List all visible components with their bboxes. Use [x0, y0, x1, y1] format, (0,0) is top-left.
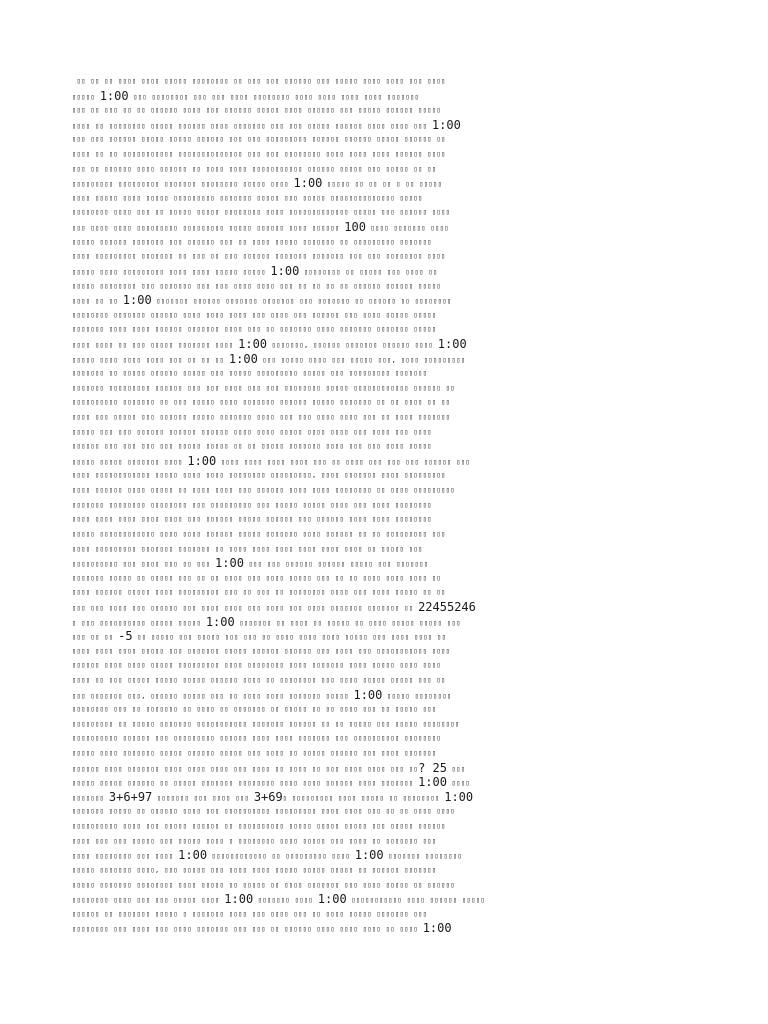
unrendered-glyph-run: ▯▯▯▯ ▯▯▯▯▯▯▯ ▯▯▯▯: [365, 224, 449, 233]
unrendered-glyph-run: ▯▯▯▯ ▯▯▯▯▯ ▯▯▯▯ ▯▯▯▯▯ ▯▯▯▯▯▯▯▯▯ ▯▯▯▯▯▯▯ ▯▯▯▯▯ ▯▯▯ ▯▯▯▯▯ ▯▯▯▯▯▯▯▯▯▯▯▯▯▯ ▯▯▯▯▯: [72, 193, 423, 202]
numeric-token: 1:00: [353, 687, 383, 702]
unrendered-glyph-run: ▯▯▯▯▯▯▯ ▯▯▯▯▯▯ ▯▯▯▯▯▯▯ ▯▯▯▯▯▯▯ ▯▯▯ ▯▯▯▯▯▯▯ ▯▯ ▯▯▯▯▯▯ ▯▯ ▯▯▯▯▯▯▯▯: [151, 297, 452, 306]
unrendered-glyph-run: ▯▯▯▯▯ ▯▯▯▯▯▯▯ ▯▯▯▯▯▯▯▯ ▯▯▯▯ ▯▯▯▯▯ ▯▯ ▯▯▯▯▯ ▯▯ ▯▯▯▯ ▯▯▯▯▯▯▯ ▯▯▯ ▯▯▯▯ ▯▯▯▯▯ ▯▯ ▯▯▯▯▯▯: [72, 880, 455, 889]
unrendered-glyph-run: ▯▯▯▯▯▯ ▯▯▯ ▯▯▯ ▯▯▯ ▯▯▯ ▯▯▯▯▯ ▯▯▯▯▯ ▯▯ ▯▯ ▯▯▯▯▯ ▯▯▯▯▯▯▯ ▯▯▯▯ ▯▯▯ ▯▯▯ ▯▯▯▯ ▯▯▯▯▯: [72, 442, 432, 451]
unrendered-glyph-run: ▯▯▯▯▯▯ ▯▯▯▯ ▯▯▯▯▯▯▯ ▯▯▯▯ ▯▯▯▯ ▯▯▯▯ ▯▯▯ ▯▯▯▯ ▯▯ ▯▯▯▯ ▯▯ ▯▯▯ ▯▯▯▯ ▯▯▯▯ ▯▯▯ ▯▯: [72, 764, 419, 773]
text-line: [72, 205, 702, 220]
unrendered-glyph-run: ▯▯▯▯▯▯▯▯ ▯▯▯▯ ▯▯▯ ▯▯▯ ▯▯▯▯▯ ▯▯▯▯: [72, 896, 225, 905]
text-line: [72, 468, 702, 483]
text-line: [72, 74, 702, 89]
numeric-token: 1:00: [215, 556, 244, 571]
text-line: [72, 790, 702, 805]
numeric-token: 1:00: [99, 88, 129, 103]
text-line: [72, 775, 702, 790]
unrendered-glyph-run: ▯▯▯▯▯ ▯▯▯▯ ▯▯▯▯▯▯▯▯▯ ▯▯▯▯ ▯▯▯▯ ▯▯▯▯▯ ▯▯▯▯▯: [72, 267, 271, 276]
text-line: [72, 249, 702, 264]
unrendered-glyph-run: ▯▯▯▯▯ ▯▯▯▯ ▯▯▯▯▯▯▯ ▯▯▯▯▯ ▯▯▯▯▯▯ ▯▯▯▯▯ ▯▯▯ ▯▯▯▯ ▯▯ ▯▯▯▯▯ ▯▯▯▯▯▯ ▯▯▯ ▯▯▯▯ ▯▯▯▯▯▯▯: [72, 749, 437, 758]
numeric-token: 1:00: [418, 775, 447, 790]
unrendered-glyph-run: ▯▯▯▯▯▯▯▯ ▯▯▯ ▯▯▯▯ ▯▯▯ ▯▯▯▯ ▯▯▯▯▯▯▯ ▯▯▯ ▯▯▯ ▯▯ ▯▯▯▯▯▯ ▯▯▯▯ ▯▯▯▯ ▯▯▯▯ ▯▯ ▯▯▯▯: [72, 925, 423, 934]
text-line: [72, 352, 702, 367]
unrendered-glyph-run: ▯▯ ▯▯ ▯▯ ▯▯▯▯ ▯▯▯▯ ▯▯▯▯▯ ▯▯▯▯▯▯▯▯ ▯▯ ▯▯▯ ▯▯▯ ▯▯▯▯▯▯ ▯▯▯ ▯▯▯▯▯ ▯▯▯▯ ▯▯▯▯ ▯▯▯ ▯▯▯▯: [72, 77, 446, 85]
text-line: [72, 454, 702, 469]
text-line: [72, 878, 702, 893]
unrendered-glyph-run: ▯▯▯▯▯ ▯▯▯ ▯▯▯ ▯▯▯▯▯▯ ▯▯▯▯▯▯ ▯▯▯▯▯▯ ▯▯▯▯ ▯▯▯▯ ▯▯▯▯▯ ▯▯▯▯ ▯▯▯▯ ▯▯▯ ▯▯▯▯ ▯▯▯ ▯▯▯▯: [72, 427, 432, 436]
text-line: [72, 658, 702, 673]
unrendered-glyph-run: ▯▯▯ ▯▯▯▯▯▯▯▯ ▯▯▯ ▯▯▯ ▯▯▯▯ ▯▯▯▯▯▯▯▯ ▯▯▯▯ ▯▯▯▯ ▯▯▯▯ ▯▯▯▯ ▯▯▯▯▯▯▯: [128, 92, 420, 101]
text-line: [72, 308, 702, 323]
text-line: [72, 702, 702, 717]
text-line: [72, 731, 702, 746]
unrendered-glyph-run: ▯▯▯ ▯▯▯ ▯▯▯▯▯▯ ▯▯▯▯▯ ▯▯▯▯▯ ▯▯▯▯▯▯ ▯▯▯ ▯▯▯ ▯▯▯▯▯▯▯▯▯ ▯▯▯▯▯▯ ▯▯▯▯▯▯ ▯▯▯▯▯ ▯▯▯▯▯▯ ▯▯: [72, 135, 446, 144]
unrendered-glyph-run: ▯▯▯▯▯▯▯▯▯ ▯▯▯▯▯▯▯▯▯ ▯▯▯▯▯▯▯ ▯▯▯▯▯▯▯▯ ▯▯▯▯▯ ▯▯▯▯: [72, 180, 294, 189]
unrendered-glyph-run: ▯▯▯▯▯ ▯▯▯▯▯▯ ▯▯▯▯▯▯▯ ▯▯▯ ▯▯▯▯▯▯ ▯▯▯ ▯▯ ▯▯▯▯ ▯▯▯▯▯ ▯▯▯▯▯▯▯ ▯▯ ▯▯▯▯▯▯▯▯▯ ▯▯▯▯▯▯▯: [72, 237, 432, 246]
unrendered-glyph-run: ▯▯▯▯ ▯▯▯▯ ▯▯▯▯ ▯▯▯▯▯ ▯▯▯ ▯▯▯▯▯▯▯ ▯▯▯▯▯ ▯▯▯▯▯▯ ▯▯▯▯▯▯ ▯▯▯ ▯▯▯▯ ▯▯▯ ▯▯▯▯▯▯▯▯▯▯▯ ▯▯▯▯: [72, 646, 451, 655]
unrendered-glyph-run: ▯▯▯▯▯ ▯▯▯▯▯▯▯▯: [382, 691, 452, 700]
unrendered-glyph-run: ▯▯▯▯ ▯▯▯▯ ▯▯▯▯ ▯▯▯▯ ▯▯▯ ▯▯ ▯▯▯▯ ▯▯▯ ▯▯▯ ▯▯▯ ▯▯▯▯▯▯ ▯▯▯: [216, 457, 471, 466]
unrendered-glyph-run: ▯▯▯▯ ▯▯▯▯ ▯▯▯▯ ▯▯▯▯ ▯▯▯▯ ▯▯▯ ▯▯▯▯▯▯ ▯▯▯▯▯ ▯▯▯▯▯▯ ▯▯▯ ▯▯▯▯▯▯ ▯▯▯▯ ▯▯▯▯ ▯▯▯▯▯▯▯▯: [72, 515, 432, 524]
text-line: [72, 921, 702, 936]
unrendered-glyph-run: ▯▯▯▯ ▯▯▯▯▯▯▯▯ ▯▯▯ ▯▯▯▯: [72, 852, 179, 861]
unrendered-glyph-run: ▯▯▯▯ ▯▯▯ ▯▯▯ ▯▯▯▯▯ ▯▯▯ ▯▯▯▯▯ ▯▯▯▯ ▯ ▯▯▯▯▯▯▯▯ ▯▯▯▯ ▯▯▯▯▯ ▯▯▯ ▯▯▯▯ ▯▯ ▯▯▯▯▯▯▯ ▯▯▯: [72, 836, 437, 845]
text-line: [72, 337, 702, 352]
text-line: [72, 410, 702, 425]
text-line: [72, 264, 702, 279]
numeric-token: 1:00: [122, 293, 152, 308]
unrendered-glyph-run: ▯▯▯▯▯ ▯▯ ▯▯ ▯▯ ▯ ▯▯ ▯▯▯▯▯: [322, 180, 443, 189]
unrendered-glyph-run: ▯ ▯▯▯ ▯▯▯▯▯▯▯▯▯▯ ▯▯▯▯▯ ▯▯▯▯▯: [72, 618, 206, 627]
text-line: [72, 425, 702, 440]
unrendered-glyph-run: ▯▯▯ ▯▯▯▯ ▯▯▯▯ ▯▯▯▯▯▯▯▯▯ ▯▯▯▯▯▯▯▯▯ ▯▯▯▯▯ ▯▯▯▯▯▯ ▯▯▯▯ ▯▯▯▯▯▯: [72, 224, 345, 233]
unrendered-glyph-run: ▯▯▯▯ ▯▯▯▯ ▯▯ ▯▯▯ ▯▯▯▯▯ ▯▯▯▯▯▯▯ ▯▯▯▯: [72, 340, 239, 349]
unrendered-glyph-run: ▯▯▯▯▯ ▯▯▯▯ ▯▯▯▯ ▯▯▯▯ ▯▯▯ ▯▯ ▯▯ ▯▯: [72, 355, 229, 364]
unrendered-glyph-run: ▯▯▯▯▯▯▯, ▯▯▯▯▯▯ ▯▯▯▯▯▯▯ ▯▯▯▯▯▯ ▯▯▯▯: [267, 340, 438, 349]
unrendered-glyph-run: ▯▯▯▯▯▯▯ ▯▯ ▯▯▯▯ ▯▯ ▯▯▯▯▯ ▯▯ ▯▯▯▯ ▯▯▯▯▯ ▯▯▯▯▯ ▯▯▯: [234, 618, 461, 627]
unrendered-glyph-run: ▯▯▯▯: [446, 779, 471, 788]
text-line: [72, 220, 702, 235]
numeric-token: 22455246: [418, 599, 476, 614]
text-line: [72, 512, 702, 527]
text-line: [72, 761, 702, 776]
unrendered-glyph-run: ▯ ▯▯▯▯▯▯▯▯▯ ▯▯▯▯ ▯▯▯▯▯ ▯▯ ▯▯▯▯▯▯▯▯: [282, 793, 445, 802]
numeric-token: 1:00: [444, 789, 474, 804]
unrendered-glyph-run: ▯▯▯▯▯▯▯▯▯▯ ▯▯▯▯ ▯▯▯ ▯▯▯▯▯ ▯▯▯▯▯▯ ▯▯ ▯▯▯▯▯▯▯▯▯▯ ▯▯▯▯▯ ▯▯▯▯▯ ▯▯▯▯▯ ▯▯▯ ▯▯▯▯▯ ▯▯▯▯▯▯: [72, 822, 446, 831]
unrendered-glyph-run: ▯▯▯▯ ▯▯▯▯▯▯ ▯▯▯▯ ▯▯▯▯▯ ▯▯ ▯▯▯▯ ▯▯▯▯ ▯▯▯ ▯▯▯▯▯▯ ▯▯▯▯ ▯▯▯▯ ▯▯▯▯▯▯▯▯ ▯▯ ▯▯▯▯ ▯▯▯▯▯▯▯▯▯: [72, 486, 455, 495]
unrendered-glyph-run: ▯▯▯▯▯▯▯ ▯▯▯▯▯▯▯▯▯ ▯▯▯▯▯▯ ▯▯▯ ▯▯▯ ▯▯▯▯ ▯▯▯ ▯▯▯ ▯▯▯▯▯▯▯▯ ▯▯▯▯▯ ▯▯▯▯▯▯▯▯▯▯▯▯ ▯▯▯▯▯▯ ▯▯: [72, 383, 455, 392]
text-line: [72, 819, 702, 834]
text-line: [72, 395, 702, 410]
text-line: [72, 673, 702, 688]
unrendered-glyph-run: ▯▯▯▯▯▯▯▯ ▯▯ ▯▯▯▯▯ ▯▯▯ ▯▯▯▯ ▯▯: [299, 267, 438, 276]
unrendered-glyph-run: ▯▯▯▯▯ ▯▯▯▯▯▯▯ ▯▯▯▯, ▯▯▯ ▯▯▯▯▯ ▯▯▯ ▯▯▯▯ ▯▯▯▯ ▯▯▯▯▯ ▯▯▯▯▯ ▯▯▯▯▯ ▯▯ ▯▯▯▯▯▯ ▯▯▯▯▯▯▯: [72, 865, 437, 874]
numeric-token: 1:00: [238, 336, 268, 351]
text-line: [72, 366, 702, 381]
unrendered-glyph-run: ▯▯▯▯▯▯▯: [72, 793, 109, 802]
text-line: [72, 600, 702, 615]
numeric-token: 1:00: [422, 921, 452, 936]
document-body-text: [72, 74, 702, 936]
text-line: [72, 746, 702, 761]
unrendered-glyph-run: ▯▯▯▯▯ ▯▯▯▯▯▯▯▯▯▯▯▯ ▯▯▯▯ ▯▯▯▯ ▯▯▯▯▯▯ ▯▯▯▯▯ ▯▯▯▯▯▯▯ ▯▯▯▯ ▯▯▯▯▯▯ ▯▯ ▯▯ ▯▯▯▯▯▯▯▯▯ ▯▯▯: [72, 529, 446, 538]
unrendered-glyph-run: ▯▯▯ ▯▯▯ ▯▯▯▯ ▯▯▯ ▯▯▯▯▯▯ ▯▯▯ ▯▯▯▯ ▯▯▯▯ ▯▯▯ ▯▯▯▯ ▯▯▯ ▯▯▯▯ ▯▯▯▯▯▯▯ ▯▯▯▯▯▯▯ ▯▯: [72, 603, 419, 612]
unrendered-glyph-run: ▯▯▯▯▯▯▯ ▯▯▯▯: [253, 896, 318, 905]
text-line: [72, 498, 702, 513]
unrendered-glyph-run: ▯▯▯▯▯ ▯▯▯▯▯▯▯▯ ▯▯▯ ▯▯▯▯▯▯▯ ▯▯▯ ▯▯▯ ▯▯▯▯ ▯▯▯▯ ▯▯▯ ▯▯ ▯▯ ▯▯ ▯▯ ▯▯▯▯▯▯ ▯▯▯▯▯▯ ▯▯▯▯▯: [72, 281, 442, 290]
unrendered-glyph-run: ▯▯▯▯▯▯▯▯▯▯▯▯ ▯▯ ▯▯▯▯▯▯▯▯▯ ▯▯▯▯: [207, 852, 355, 861]
unrendered-glyph-run: ▯▯▯▯▯▯▯ ▯▯▯ ▯▯▯▯ ▯▯▯: [152, 793, 254, 802]
text-line: [72, 439, 702, 454]
unrendered-glyph-run: ▯▯▯▯ ▯▯ ▯▯▯ ▯▯▯▯▯ ▯▯▯▯▯ ▯▯▯▯▯ ▯▯▯▯▯▯ ▯▯▯▯ ▯▯ ▯▯▯▯▯▯▯▯ ▯▯▯ ▯▯▯▯ ▯▯▯▯▯ ▯▯▯▯▯ ▯▯▯ ▯▯: [72, 675, 446, 684]
unrendered-glyph-run: ▯▯ ▯▯▯▯▯ ▯▯▯ ▯▯▯▯▯ ▯▯▯ ▯▯▯ ▯▯ ▯▯▯▯ ▯▯▯▯ ▯▯▯▯ ▯▯▯▯▯ ▯▯▯ ▯▯▯▯ ▯▯▯▯ ▯▯: [132, 633, 447, 642]
unrendered-glyph-run: ▯▯▯: [446, 764, 466, 773]
text-line: [72, 907, 702, 922]
numeric-token: -5: [118, 629, 133, 644]
unrendered-glyph-run: ▯▯▯▯▯ ▯▯▯▯▯ ▯▯▯▯▯▯▯ ▯▯▯▯: [72, 457, 188, 466]
unrendered-glyph-run: ▯▯▯▯▯▯▯▯▯▯▯ ▯▯▯▯ ▯▯▯▯▯▯ ▯▯▯▯▯: [346, 896, 486, 905]
numeric-token: 3+69: [253, 789, 283, 804]
numeric-token: 1:00: [228, 351, 258, 366]
unrendered-glyph-run: ▯▯▯▯▯ ▯▯▯▯▯ ▯▯▯▯▯▯ ▯▯ ▯▯▯▯▯ ▯▯▯▯▯▯▯ ▯▯▯▯▯▯▯▯ ▯▯▯▯ ▯▯▯▯ ▯▯▯▯▯▯ ▯▯▯▯ ▯▯▯▯▯▯▯: [72, 779, 419, 788]
text-line: [72, 804, 702, 819]
text-line: [72, 848, 702, 863]
unrendered-glyph-run: ▯▯▯▯▯▯▯▯▯▯ ▯▯▯▯▯▯▯ ▯▯ ▯▯▯ ▯▯▯▯▯ ▯▯▯▯ ▯▯▯▯▯▯▯ ▯▯▯▯▯▯ ▯▯▯▯▯ ▯▯▯▯▯▯▯ ▯▯ ▯▯ ▯▯▯▯ ▯▯ ▯▯: [72, 398, 451, 407]
unrendered-glyph-run: ▯▯▯▯ ▯▯ ▯▯: [72, 297, 123, 306]
numeric-token: 1:00: [224, 892, 254, 907]
unrendered-glyph-run: ▯▯▯▯▯▯▯▯ ▯▯▯▯▯▯▯ ▯▯▯▯▯▯ ▯▯▯▯ ▯▯▯▯ ▯▯▯▯ ▯▯▯ ▯▯▯▯ ▯▯▯ ▯▯▯▯▯▯ ▯▯▯ ▯▯▯▯ ▯▯▯▯▯ ▯▯▯▯▯: [72, 310, 437, 319]
text-line: [72, 118, 702, 133]
text-line: [72, 585, 702, 600]
text-line: [72, 162, 702, 177]
unrendered-glyph-run: ▯▯▯▯▯▯▯▯▯▯ ▯▯▯▯▯▯ ▯▯▯ ▯▯▯▯▯▯▯▯▯ ▯▯▯▯▯▯ ▯▯▯▯ ▯▯▯▯ ▯▯▯▯▯▯▯ ▯▯▯ ▯▯▯▯▯▯▯▯▯▯ ▯▯▯▯▯▯▯▯: [72, 734, 442, 743]
text-line: [72, 527, 702, 542]
text-line: [72, 863, 702, 878]
unrendered-glyph-run: ▯▯▯▯▯▯▯ ▯▯▯▯▯ ▯▯ ▯▯▯▯▯ ▯▯▯ ▯▯ ▯▯ ▯▯▯▯ ▯▯▯ ▯▯▯▯ ▯▯▯▯▯ ▯▯▯ ▯▯ ▯▯ ▯▯▯▯ ▯▯▯▯ ▯▯▯▯ ▯▯: [72, 573, 442, 582]
text-line: [72, 191, 702, 206]
text-line: [72, 629, 702, 644]
text-line: [72, 892, 702, 907]
unrendered-glyph-run: ▯▯▯ ▯▯▯▯▯▯▯ ▯▯▯, ▯▯▯▯▯▯ ▯▯▯▯▯ ▯▯▯ ▯▯ ▯▯▯▯ ▯▯▯▯ ▯▯▯▯▯▯▯ ▯▯▯▯▯: [72, 691, 354, 700]
unrendered-glyph-run: ▯▯▯▯ ▯▯▯ ▯▯▯▯▯ ▯▯▯ ▯▯▯▯▯▯ ▯▯▯▯▯ ▯▯▯▯▯▯▯ ▯▯▯▯ ▯▯▯ ▯▯▯ ▯▯▯▯ ▯▯▯▯ ▯▯▯ ▯▯ ▯▯▯▯ ▯▯▯▯▯▯▯: [72, 413, 451, 422]
text-line: [72, 235, 702, 250]
text-line: [72, 542, 702, 557]
numeric-token: 1:00: [205, 614, 235, 629]
numeric-token: 1:00: [317, 892, 347, 907]
text-line: [72, 132, 702, 147]
unrendered-glyph-run: ▯▯▯▯▯▯ ▯▯ ▯▯▯▯▯▯▯ ▯▯▯▯▯ ▯ ▯▯▯▯▯▯▯ ▯▯▯▯ ▯▯▯ ▯▯▯▯ ▯▯▯ ▯▯ ▯▯▯▯ ▯▯▯▯▯ ▯▯▯▯▯▯▯ ▯▯▯: [72, 909, 428, 918]
unrendered-glyph-run: ▯▯▯▯ ▯▯ ▯▯▯▯▯▯▯▯ ▯▯▯▯▯ ▯▯▯▯▯▯ ▯▯▯▯ ▯▯▯▯▯▯▯ ▯▯▯ ▯▯▯ ▯▯▯▯▯ ▯▯▯▯▯▯ ▯▯▯▯ ▯▯▯▯ ▯▯▯: [72, 121, 432, 130]
text-line: [72, 103, 702, 118]
unrendered-glyph-run: ▯▯▯▯▯: [72, 92, 100, 101]
unrendered-glyph-run: ▯▯▯▯▯▯▯▯ ▯▯▯▯ ▯▯▯ ▯▯ ▯▯▯▯▯ ▯▯▯▯▯ ▯▯▯▯▯▯▯▯ ▯▯▯▯ ▯▯▯▯▯▯▯▯▯▯▯▯▯ ▯▯▯▯▯ ▯▯▯ ▯▯▯▯▯▯ ▯▯▯▯: [72, 208, 451, 217]
unrendered-glyph-run: ▯▯▯▯ ▯▯▯▯▯▯▯▯▯ ▯▯▯▯▯▯▯ ▯▯ ▯▯▯ ▯▯ ▯▯▯ ▯▯▯▯▯▯ ▯▯▯▯▯▯▯ ▯▯▯▯▯▯▯ ▯▯▯ ▯▯▯ ▯▯▯▯▯▯▯▯ ▯▯▯▯: [72, 252, 446, 261]
text-line: [72, 571, 702, 586]
unrendered-glyph-run: ▯▯▯ ▯▯▯▯▯ ▯▯▯▯ ▯▯▯ ▯▯▯▯▯ ▯▯▯, ▯▯▯▯ ▯▯▯▯▯▯▯▯▯: [257, 355, 466, 364]
text-line: [72, 176, 702, 191]
text-line: [72, 147, 702, 162]
numeric-token: 3+6+97: [108, 789, 153, 804]
numeric-token: 1:00: [187, 453, 217, 468]
unrendered-glyph-run: ▯▯▯▯ ▯▯▯▯▯▯▯▯▯▯▯▯ ▯▯▯▯▯ ▯▯▯▯ ▯▯▯▯ ▯▯▯▯▯▯▯▯ ▯▯▯▯▯▯▯▯▯, ▯▯▯▯ ▯▯▯▯▯▯▯ ▯▯▯▯ ▯▯▯▯▯▯▯▯▯: [72, 471, 446, 480]
unrendered-glyph-run: ▯▯▯▯▯▯▯▯▯ ▯▯ ▯▯▯▯▯ ▯▯▯▯▯▯▯ ▯▯▯▯▯▯▯▯▯▯▯ ▯▯▯▯▯▯▯ ▯▯▯▯▯▯ ▯▯ ▯▯ ▯▯▯▯▯ ▯▯▯ ▯▯▯▯▯ ▯▯▯▯▯▯▯▯: [72, 719, 460, 728]
text-line: [72, 644, 702, 659]
text-line: [72, 89, 702, 104]
numeric-token: ? 25: [418, 760, 447, 775]
text-line: [72, 834, 702, 849]
unrendered-glyph-run: ▯▯▯▯ ▯▯ ▯▯ ▯▯▯▯▯▯▯▯▯▯▯ ▯▯▯▯▯▯▯▯▯▯▯▯▯▯ ▯▯▯ ▯▯▯ ▯▯▯▯▯▯▯▯ ▯▯▯▯ ▯▯▯▯ ▯▯▯▯ ▯▯▯▯▯▯ ▯▯▯▯: [72, 150, 446, 159]
numeric-token: 1:00: [437, 336, 467, 351]
unrendered-glyph-run: ▯▯▯▯▯▯▯ ▯▯▯▯▯▯▯▯: [383, 852, 463, 861]
unrendered-glyph-run: ▯▯▯▯▯▯ ▯▯▯▯ ▯▯▯▯ ▯▯▯▯▯ ▯▯▯▯▯▯▯▯▯ ▯▯▯▯ ▯▯▯▯▯▯▯▯ ▯▯▯▯ ▯▯▯▯▯▯▯ ▯▯▯▯ ▯▯▯▯▯ ▯▯▯▯ ▯▯▯▯: [72, 661, 442, 670]
unrendered-glyph-run: ▯▯▯▯ ▯▯▯▯▯▯ ▯▯▯▯▯ ▯▯▯▯ ▯▯▯▯▯▯▯▯▯ ▯▯▯ ▯▯ ▯▯▯ ▯▯ ▯▯▯▯▯▯▯▯ ▯▯▯▯ ▯▯▯ ▯▯▯▯ ▯▯▯▯▯ ▯▯ ▯▯: [72, 588, 446, 597]
unrendered-glyph-run: ▯▯▯▯▯▯▯ ▯▯▯▯▯ ▯▯ ▯▯▯▯▯▯ ▯▯▯▯ ▯▯▯ ▯▯▯▯▯▯▯▯▯▯ ▯▯▯▯▯▯▯▯▯ ▯▯▯▯ ▯▯▯▯ ▯▯▯ ▯▯ ▯▯ ▯▯▯▯ ▯▯▯▯: [72, 807, 455, 816]
unrendered-glyph-run: ▯▯▯▯▯▯▯▯▯▯ ▯▯▯ ▯▯▯▯ ▯▯▯ ▯▯ ▯▯▯: [72, 560, 216, 569]
text-line: [72, 381, 702, 396]
text-line: [72, 717, 702, 732]
numeric-token: 1:00: [178, 848, 208, 863]
numeric-token: 100: [344, 220, 366, 235]
text-line: [72, 688, 702, 703]
text-line: [72, 615, 702, 630]
text-line: [72, 483, 702, 498]
numeric-token: 1:00: [293, 176, 323, 191]
unrendered-glyph-run: ▯▯▯▯▯▯▯ ▯▯ ▯▯▯▯▯ ▯▯▯▯▯▯ ▯▯▯▯▯ ▯▯▯ ▯▯▯▯▯ ▯▯▯▯▯▯▯▯▯ ▯▯▯▯▯ ▯▯▯ ▯▯▯▯▯▯▯▯▯ ▯▯▯▯▯▯▯: [72, 369, 428, 378]
text-line: [72, 322, 702, 337]
unrendered-glyph-run: ▯▯▯ ▯▯ ▯▯: [72, 633, 119, 642]
unrendered-glyph-run: ▯▯▯▯▯▯▯ ▯▯▯▯ ▯▯▯▯ ▯▯▯▯▯▯ ▯▯▯▯▯▯▯ ▯▯▯▯ ▯▯▯ ▯▯ ▯▯▯▯▯▯▯ ▯▯▯▯ ▯▯▯▯▯▯▯ ▯▯▯▯▯▯▯ ▯▯▯▯▯: [72, 325, 437, 334]
unrendered-glyph-run: ▯▯▯ ▯▯▯ ▯▯▯▯▯▯ ▯▯▯▯▯▯ ▯▯▯▯▯ ▯▯▯ ▯▯▯▯▯▯▯: [243, 560, 429, 569]
unrendered-glyph-run: ▯▯▯▯▯▯▯▯ ▯▯▯ ▯▯ ▯▯▯▯▯▯▯ ▯▯ ▯▯▯▯ ▯▯ ▯▯▯▯▯▯▯ ▯▯ ▯▯▯▯▯ ▯▯ ▯▯ ▯▯▯▯ ▯▯▯ ▯▯ ▯▯▯▯▯ ▯▯▯: [72, 705, 437, 714]
text-line: [72, 293, 702, 308]
numeric-token: 1:00: [354, 848, 384, 863]
text-line: [72, 556, 702, 571]
numeric-token: 1:00: [270, 263, 300, 278]
text-line: [72, 279, 702, 294]
unrendered-glyph-run: ▯▯▯ ▯▯ ▯▯▯ ▯▯ ▯▯ ▯▯▯▯▯▯ ▯▯▯▯ ▯▯▯ ▯▯▯▯▯▯ ▯▯▯▯▯ ▯▯▯▯ ▯▯▯▯▯▯ ▯▯▯ ▯▯▯▯▯ ▯▯▯▯▯▯ ▯▯▯▯▯: [72, 106, 442, 115]
unrendered-glyph-run: ▯▯▯▯▯▯▯ ▯▯▯▯▯▯▯▯ ▯▯▯▯▯▯▯▯ ▯▯▯ ▯▯▯▯▯▯▯▯▯ ▯▯▯ ▯▯▯▯▯ ▯▯▯▯▯ ▯▯▯▯ ▯▯▯ ▯▯▯▯ ▯▯▯▯▯▯▯▯: [72, 500, 432, 509]
numeric-token: 1:00: [431, 117, 461, 132]
unrendered-glyph-run: ▯▯▯ ▯▯ ▯▯▯▯▯▯ ▯▯▯▯ ▯▯▯▯▯▯ ▯▯ ▯▯▯▯ ▯▯▯▯ ▯▯▯▯▯▯▯▯▯▯▯ ▯▯▯▯▯▯ ▯▯▯▯▯ ▯▯▯ ▯▯▯▯▯ ▯▯ ▯▯: [72, 164, 437, 173]
unrendered-glyph-run: ▯▯▯▯ ▯▯▯▯▯▯▯▯▯ ▯▯▯▯▯▯▯ ▯▯▯▯▯▯▯ ▯▯ ▯▯▯▯ ▯▯▯▯ ▯▯▯▯ ▯▯▯▯ ▯▯▯▯ ▯▯▯▯ ▯▯ ▯▯▯▯▯ ▯▯▯: [72, 544, 423, 553]
